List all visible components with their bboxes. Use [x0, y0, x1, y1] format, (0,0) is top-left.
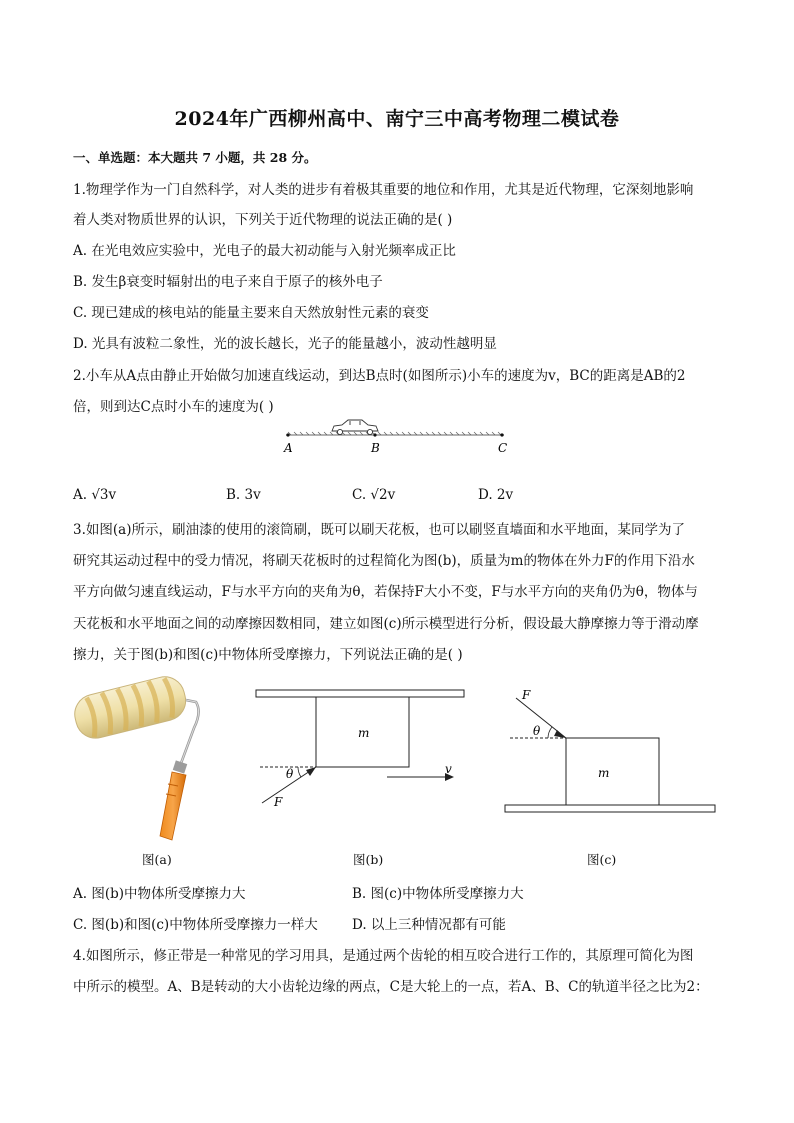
q4-stem-line1: 4.如图所示，修正带是一种常见的学习用具，是通过两个齿轮的相互咬合进行工作的，其原理可简化为图 — [73, 948, 694, 964]
force-label-b: F — [274, 795, 283, 809]
point-c-label: C — [498, 441, 508, 455]
theta-label-c: θ — [533, 724, 541, 738]
q3-stem-line2: 研究其运动过程中的受力情况，将刷天花板时的过程简化为图(b)，质量为m的物体在外力F的作用下沿水 — [73, 553, 695, 569]
q2-stem-line1: 2.小车从A点由静止开始做匀加速直线运动，到达B点时(如图所示)小车的速度为v，BC的距离是AB的2 — [73, 368, 686, 384]
q3-stem-line3: 平方向做匀速直线运动，F与水平方向的夹角为θ，若保持F大小不变，F与水平方向的夹角仍为θ，物体与 — [73, 584, 698, 600]
figure-b-ceiling-diagram — [250, 684, 470, 814]
q4-stem-line2: 中所示的模型。A、B是转动的大小齿轮边缘的两点，C是大轮上的一点，若A、B、C的轨道半径之比为2： — [73, 979, 709, 995]
force-label-c: F — [522, 688, 531, 702]
q2-track-figure — [276, 412, 516, 460]
paint-roller-image — [68, 672, 228, 844]
q1-stem-line2: 着人类对物质世界的认识，下列关于近代物理的说法正确的是( ) — [73, 212, 453, 228]
q1-option-a[interactable]: A. 在光电效应实验中，光电子的最大初动能与入射光频率成正比 — [73, 243, 456, 259]
point-a-label: A — [284, 441, 293, 455]
exam-title: 2024年广西柳州高中、南宁三中高考物理二模试卷 — [174, 108, 620, 130]
theta-label-b: θ — [286, 767, 294, 781]
q3-option-c[interactable]: C. 图(b)和图(c)中物体所受摩擦力一样大 — [73, 917, 318, 933]
q3-stem-line1: 3.如图(a)所示，刷油漆的使用的滚筒刷，既可以刷天花板，也可以刷竖直墙面和水平地面，某同学为了 — [73, 522, 685, 538]
q2-option-d[interactable]: D. 2v — [478, 487, 514, 503]
q1-option-d[interactable]: D. 光具有波粒二象性，光的波长越长，光子的能量越小，波动性越明显 — [73, 336, 497, 352]
car-icon — [332, 420, 378, 435]
q2-option-a[interactable]: A. √3v — [73, 487, 117, 503]
section-heading-single-choice: 一、单选题：本大题共 7 小题，共 28 分。 — [73, 150, 317, 165]
caption-figure-c: 图(c) — [587, 852, 617, 867]
q2-stem-line2: 倍，则到达C点时小车的速度为( ) — [73, 399, 274, 415]
q1-stem-line1: 1.物理学作为一门自然科学，对人类的进步有着极其重要的地位和作用，尤其是近代物理，它深刻地影响 — [73, 182, 694, 198]
q2-option-c[interactable]: C. √2v — [352, 487, 396, 503]
q3-option-b[interactable]: B. 图(c)中物体所受摩擦力大 — [352, 886, 524, 902]
q1-option-b[interactable]: B. 发生β衰变时辐射出的电子来自于原子的核外电子 — [73, 274, 383, 290]
q3-option-a[interactable]: A. 图(b)中物体所受摩擦力大 — [73, 886, 246, 902]
caption-figure-a: 图(a) — [142, 852, 172, 867]
figure-c-floor-diagram — [502, 684, 720, 818]
caption-figure-b: 图(b) — [353, 852, 384, 867]
point-b-label: B — [371, 441, 380, 455]
velocity-label: v — [445, 762, 452, 776]
q3-stem-line4: 天花板和水平地面之间的动摩擦因数相同，建立如图(c)所示模型进行分析，假设最大静摩擦力等于滑动摩 — [73, 616, 699, 632]
mass-label-b: m — [358, 726, 370, 740]
mass-label-c: m — [598, 766, 610, 780]
q1-option-c[interactable]: C. 现已建成的核电站的能量主要来自天然放射性元素的衰变 — [73, 305, 429, 321]
q3-option-d[interactable]: D. 以上三种情况都有可能 — [352, 917, 506, 933]
q2-option-b[interactable]: B. 3v — [226, 487, 261, 503]
q3-stem-line5: 擦力，关于图(b)和图(c)中物体所受摩擦力，下列说法正确的是( ) — [73, 647, 463, 663]
